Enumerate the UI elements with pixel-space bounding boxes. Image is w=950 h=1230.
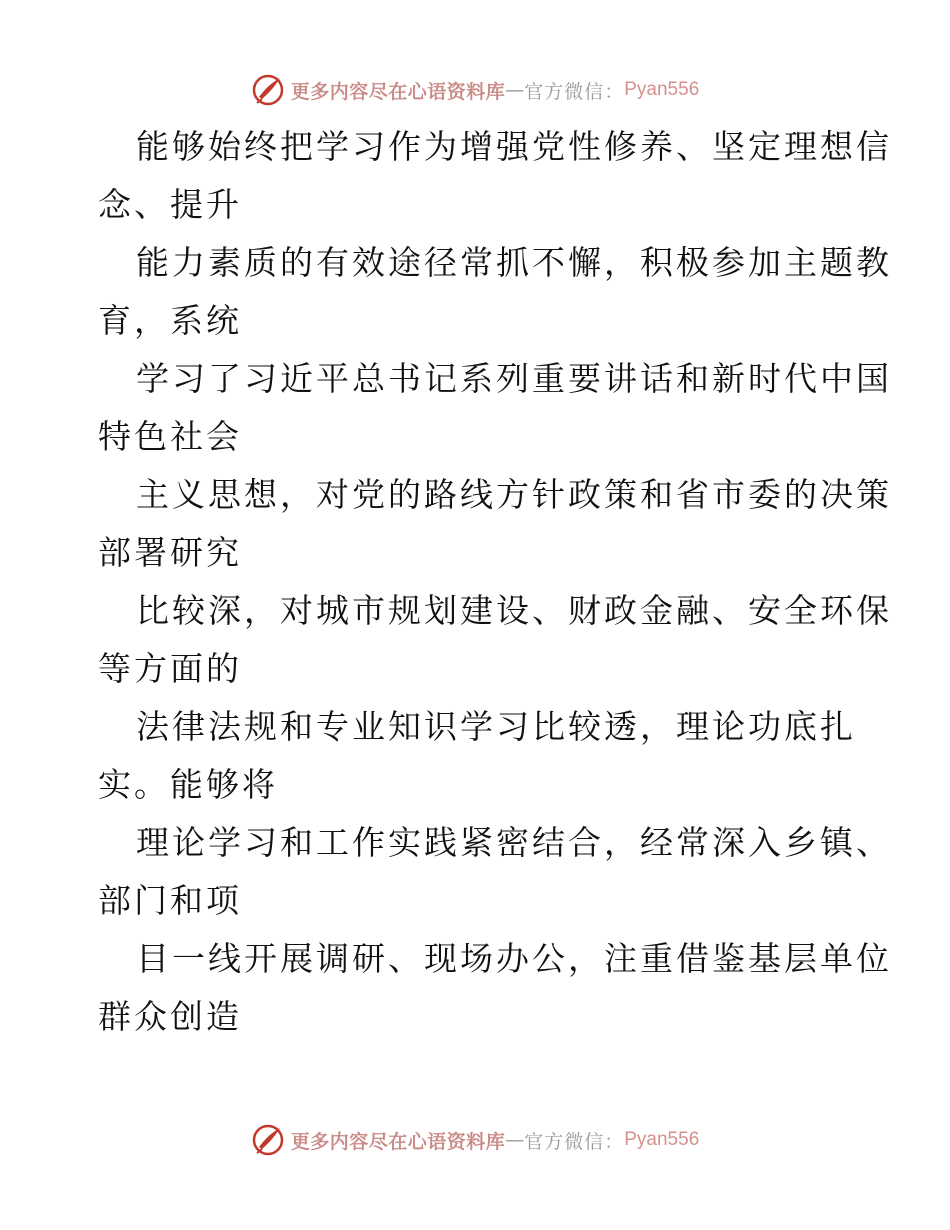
- paragraph-first-line: 能够始终把学习作为增强党性修养、坚定理想信: [136, 127, 892, 166]
- paragraph-first-line: 学习了习近平总书记系列重要讲话和新时代中国: [136, 359, 892, 398]
- paragraph: [98, 814, 892, 930]
- paragraph: [98, 698, 868, 814]
- quill-logo-icon: [251, 73, 285, 107]
- watermark-separator: —: [505, 1129, 525, 1151]
- footer-watermark: [0, 1120, 950, 1160]
- paragraph: [98, 234, 892, 350]
- watermark-wechat-label: 官方微信：: [524, 80, 625, 103]
- paragraph-first-line: 理论学习和工作实践紧密结合，经常深入乡镇、: [136, 823, 892, 862]
- watermark-wechat-label: 官方微信：: [524, 1130, 625, 1153]
- paragraph-wrap-line: 群众创造: [98, 997, 242, 1036]
- paragraph: [98, 350, 892, 466]
- watermark-brand-text: 更多内容尽在心语资料库: [290, 80, 506, 103]
- document-body: [98, 118, 892, 1046]
- paragraph-wrap-line: 部署研究: [98, 533, 242, 572]
- watermark-brand-text: 更多内容尽在心语资料库: [290, 1130, 506, 1153]
- paragraph-wrap-line: 育，系统: [98, 301, 242, 340]
- header-watermark: [0, 70, 950, 110]
- paragraph-wrap-line: 念、提升: [98, 185, 242, 224]
- paragraph-first-line: 目一线开展调研、现场办公，注重借鉴基层单位: [136, 939, 892, 978]
- watermark-separator: —: [505, 79, 525, 101]
- paragraph: [98, 930, 892, 1046]
- paragraph-wrap-line: 部门和项: [98, 881, 242, 920]
- paragraph-wrap-line: 实。能够将: [98, 765, 278, 804]
- paragraph-first-line: 法律法规和专业知识学习比较透，理论功底扎: [136, 707, 856, 746]
- paragraph-first-line: 主义思想，对党的路线方针政策和省市委的决策: [136, 475, 892, 514]
- paragraph-wrap-line: 等方面的: [98, 649, 242, 688]
- quill-logo-icon: [251, 1123, 285, 1157]
- watermark-wechat-id: Pyan556: [624, 79, 700, 100]
- paragraph: [98, 118, 892, 234]
- paragraph: [98, 466, 892, 582]
- watermark-wechat-id: Pyan556: [624, 1129, 700, 1150]
- paragraph-first-line: 比较深，对城市规划建设、财政金融、安全环保: [136, 591, 892, 630]
- paragraph-wrap-line: 特色社会: [98, 417, 242, 456]
- paragraph: [98, 582, 892, 698]
- paragraph-first-line: 能力素质的有效途径常抓不懈，积极参加主题教: [136, 243, 892, 282]
